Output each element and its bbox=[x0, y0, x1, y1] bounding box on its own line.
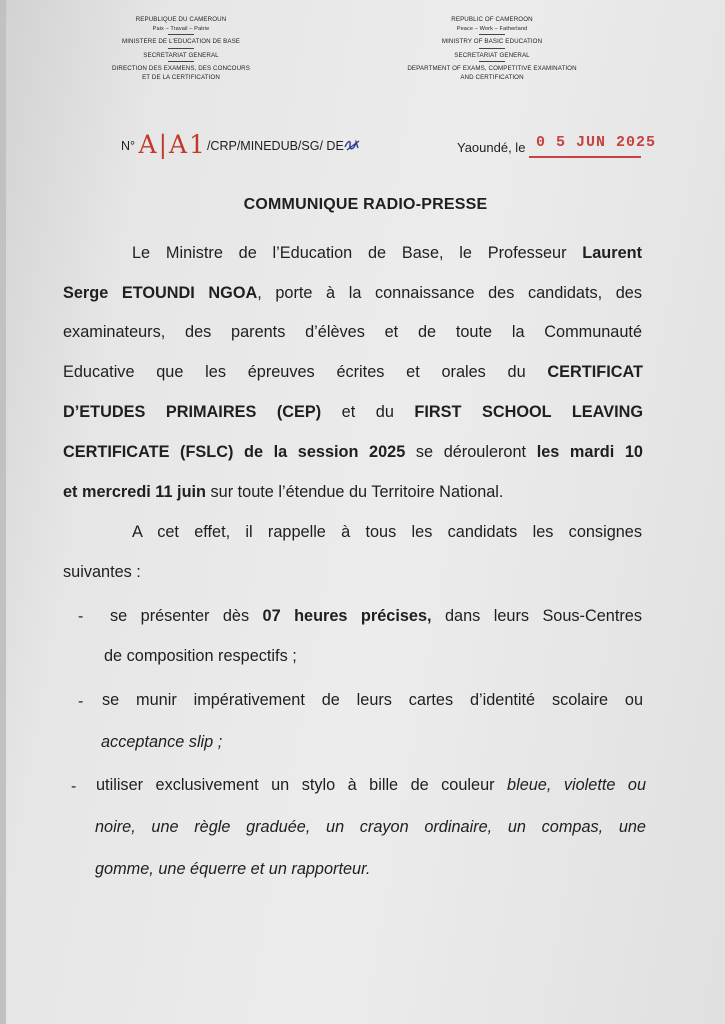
bullet-dash: - bbox=[78, 693, 84, 710]
paragraph-line: suivantes : bbox=[63, 563, 141, 581]
paragraph-line: Le Ministre de l’Education de Base, le Professeur Laurent bbox=[132, 244, 642, 262]
signature-scribble-icon bbox=[344, 138, 360, 152]
country-en: REPUBLIC OF CAMEROON bbox=[451, 16, 533, 23]
paragraph-line: A cet effet, il rappelle à tous les candidats les consignes bbox=[132, 523, 642, 541]
bullet-line: de composition respectifs ; bbox=[104, 647, 297, 665]
header-right bbox=[372, 16, 612, 83]
ministry-en: MINISTRY OF BASIC EDUCATION bbox=[441, 38, 543, 46]
reference-suffix: /CRP/MINEDUB/SG/ DE bbox=[206, 139, 344, 153]
header-divider bbox=[168, 61, 194, 62]
bullet-line: noire, une règle graduée, un crayon ordinaire, un compas, une bbox=[95, 818, 646, 836]
bullet-line: se présenter dès 07 heures précises, dans leurs Sous-Centres bbox=[110, 607, 642, 625]
page-title: COMMUNIQUE RADIO-PRESSE bbox=[243, 196, 488, 213]
paragraph-line: examinateurs, des parents d’élèves et de toute la Communauté bbox=[63, 323, 642, 341]
motto-fr: Paix – Travail – Patrie bbox=[152, 25, 210, 32]
header-divider bbox=[479, 34, 505, 35]
reference-prefix: N° bbox=[121, 139, 136, 153]
bullet-line: se munir impérativement de leurs cartes d’identité scolaire ou bbox=[102, 691, 643, 709]
paragraph-line: D’ETUDES PRIMAIRES (CEP) et du FIRST SCHOOL LEAVING bbox=[63, 403, 644, 421]
reference-number bbox=[121, 130, 360, 159]
date-stamp: 0 5 JUN 2025 bbox=[536, 134, 657, 151]
header-left bbox=[86, 16, 276, 83]
ministry-fr: MINISTERE DE L'EDUCATION DE BASE bbox=[121, 38, 241, 46]
secretariat-fr: SECRETARIAT GENERAL bbox=[143, 51, 219, 59]
secretariat-en: SECRETARIAT GENERAL bbox=[454, 51, 530, 59]
paragraph-line: Educative que les épreuves écrites et orales du CERTIFICAT bbox=[63, 363, 643, 381]
paragraph-line: CERTIFICATE (FSLC) de la session 2025 se dérouleront les mardi 10 bbox=[63, 443, 643, 461]
handwritten-number: A|A1 bbox=[138, 130, 207, 159]
header-divider bbox=[479, 48, 505, 49]
department-en-line1: DEPARTMENT OF EXAMS, COMPETITIVE EXAMINATION bbox=[407, 65, 577, 73]
bullet-dash: - bbox=[78, 608, 84, 625]
department-en-line2: AND CERTIFICATION bbox=[460, 73, 524, 81]
direction-fr-line2: ET DE LA CERTIFICATION bbox=[142, 73, 220, 81]
bullet-dash: - bbox=[71, 778, 77, 795]
header-divider bbox=[168, 48, 194, 49]
header-divider bbox=[479, 61, 505, 62]
place-label: Yaoundé, le bbox=[457, 140, 526, 155]
motto-en: Peace – Work – Fatherland bbox=[456, 25, 528, 32]
bullet-line: utiliser exclusivement un stylo à bille de couleur bleue, violette ou bbox=[96, 776, 646, 794]
direction-fr-line1: DIRECTION DES EXAMENS, DES CONCOURS bbox=[112, 65, 250, 73]
bullet-line: gomme, une équerre et un rapporteur. bbox=[95, 860, 371, 878]
header-divider bbox=[168, 34, 194, 35]
date-stamp-underline bbox=[529, 156, 641, 158]
country-fr: REPUBLIQUE DU CAMEROUN bbox=[135, 16, 227, 23]
bullet-line: acceptance slip ; bbox=[101, 733, 223, 751]
document-page bbox=[6, 0, 725, 1024]
paragraph-line: et mercredi 11 juin sur toute l’étendue du Territoire National. bbox=[63, 483, 504, 501]
paragraph-line: Serge ETOUNDI NGOA, porte à la connaissance des candidats, des bbox=[63, 284, 642, 302]
